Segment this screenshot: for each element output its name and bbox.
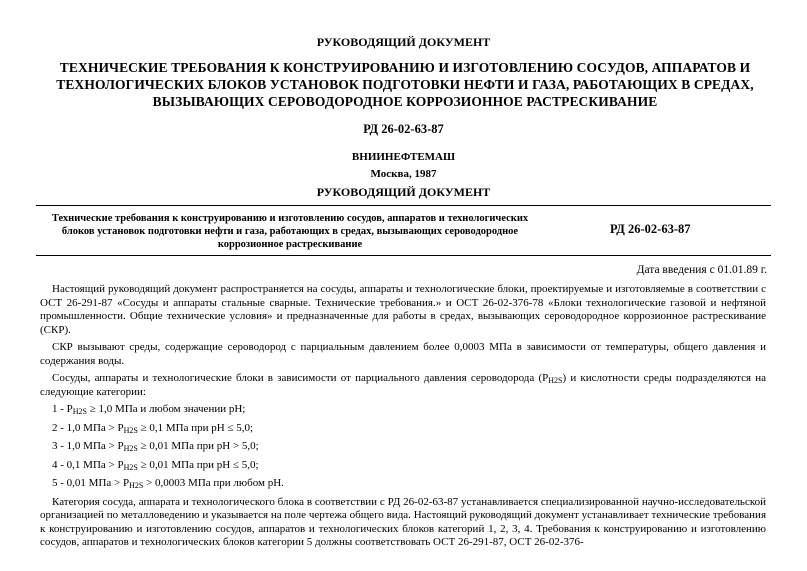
- category-item: $1 - Р_{H2S} \ge 1,0$ МПа и любом значении pH;: [52, 403, 246, 416]
- title-block-number: РД 26-02-63-87: [610, 222, 691, 236]
- category-item: 3 - 1,0 МПа > $Р_{H2S} \ge 0,01$ МПа при pH > 5,0;: [52, 440, 259, 453]
- title-block-title: Технические требования к конструированию и изготовлению сосудов, аппаратов и технологических блоков установок подготовки нефти и газа, работающих в средах, вызывающих сероводородное коррозионное растрескивание: [51, 213, 529, 250]
- document-number: РД 26-02-63-87: [363, 122, 444, 136]
- paragraph-category-assignment: Категория сосуда, аппарата и технологического блока в соответствии с РД 26-02-63-87 устанавливается специализированной научно-исследовательской организацией по металловедению и указывается на поле чертежа общего вида. Настоящий руководящий документ устанавливает технические требования к конструированию и изготовлению сосудов, аппаратов и технологических блоков категорий 1, 2, 3, 4. Требования к конструированию и изготовлению сосудов, аппаратов и технологических блоков категории 5 должны соответствовать ОСТ 26-291-87, ОСТ 26-02-376-: [40, 495, 766, 548]
- category-item: 4 - 0,1 МПа > $Р_{H2S} \ge 0,01$ МПа при pH ≤ 5,0;: [52, 458, 259, 472]
- paragraph-scope: Настоящий руководящий документ распространяется на сосуды, аппараты и технологические блоки, проектируемые и изготовляемые в соответствии с ОСТ 26-291-87 «Сосуды и аппараты стальные сварные. Технические требования.» и ОСТ 26-02-376-78 «Блоки технологические газовой и нефтяной промышленности. Общие технические условия» и предназначенные для работы в средах, вызывающих сероводородное коррозионное растрескивание (СКР).: [40, 283, 766, 336]
- document-title: ТЕХНИЧЕСКИЕ ТРЕБОВАНИЯ К КОНСТРУИРОВАНИЮ И ИЗГОТОВЛЕНИЮ СОСУДОВ, АППАРАТОВ И ТЕХНОЛОГИЧЕСКИХ БЛОКОВ УСТАНОВОК ПОДГОТОВКИ НЕФТИ И ГАЗА, РАБОТАЮЩИХ В СРЕДАХ, ВЫЗЫВАЮЩИХ СЕРОВОДОРОДНОЕ КОРРОЗИОННОЕ РАСТРЕСКИВАНИЕ: [56, 60, 754, 109]
- introduction-date: Дата введения с 01.01.89 г.: [636, 264, 767, 276]
- document-type-label-2: РУКОВОДЯЩИЙ ДОКУМЕНТ: [316, 185, 491, 199]
- title-block-top-rule: [36, 205, 771, 206]
- category-item: 5 - 0,01 МПа > $Р_{H2S} > 0,0003$ МПа при любом pH.: [52, 477, 284, 490]
- title-block-bottom-rule: [36, 255, 771, 256]
- document-type-label: РУКОВОДЯЩИЙ ДОКУМЕНТ: [316, 35, 491, 49]
- category-item: 2 - 1,0 МПа > $Р_{H2S} \ge 0,1$ МПа при pH ≤ 5,0;: [52, 421, 254, 435]
- paragraph-skr-definition: СКР вызывают среды, содержащие сероводород с парциальным давлением более 0,0003 МПа в зависимости от температуры, общего давления и содержания воды.: [40, 341, 766, 367]
- paragraph-categories-intro: Сосуды, аппараты и технологические блоки в зависимости от парциального давления сероводорода $(Р_{H2S})$ и кислотности среды подразделяются на следующие категории:: [40, 372, 766, 398]
- organization-name: ВНИИНЕФТЕМАШ: [351, 151, 456, 163]
- city-year: Москва, 1987: [370, 168, 437, 180]
- body-text: [40, 283, 766, 554]
